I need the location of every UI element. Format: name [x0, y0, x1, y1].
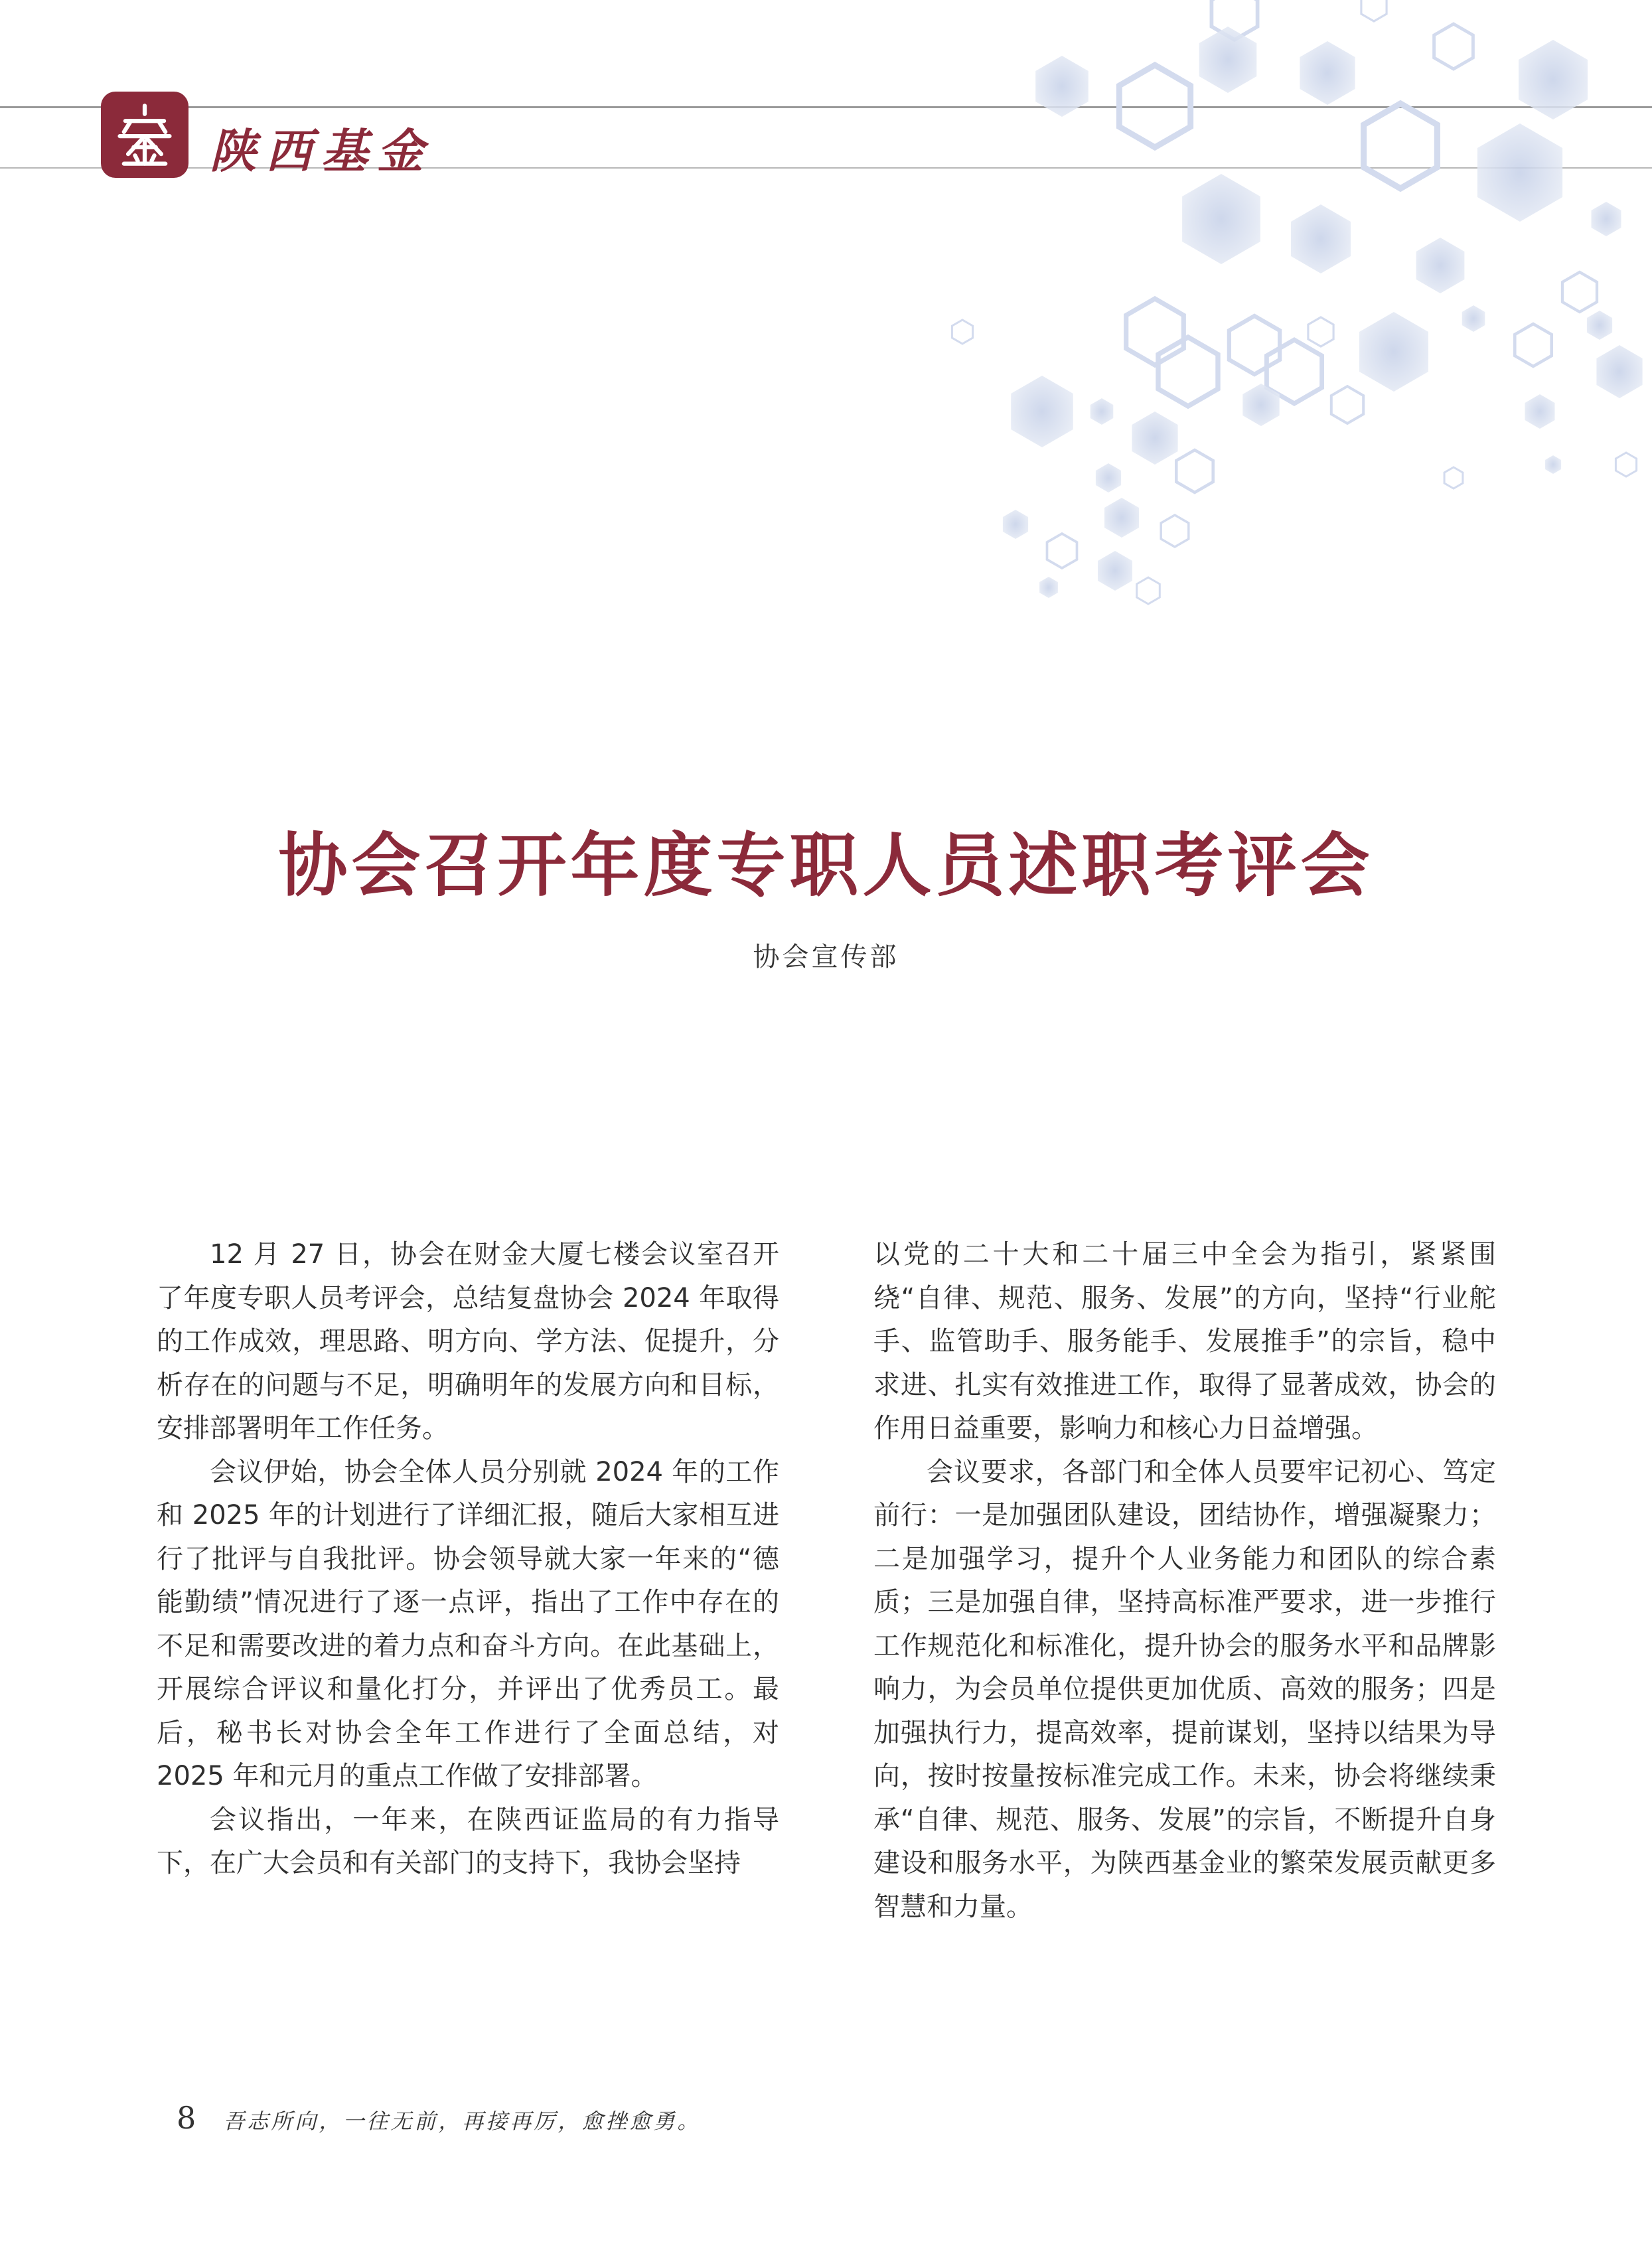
hexagon-shape	[1462, 305, 1485, 332]
hexagon-shape	[1126, 299, 1184, 365]
hexagon-shape	[1132, 411, 1177, 465]
hexagon-shape	[1104, 498, 1139, 538]
article-author: 协会宣传部	[753, 942, 899, 972]
page-number: 8	[177, 2100, 196, 2136]
hexagon-shape	[1176, 450, 1213, 492]
hexagon-shape	[1003, 510, 1028, 539]
hexagon-shape	[1477, 123, 1562, 222]
hexagon-shape	[1158, 337, 1218, 406]
paragraph: 会议要求，各部门和全体人员要牢记初心、笃定前行：一是加强团队建设，团结协作，增强凝聚力；二是加强学习，提升个人业务能力和团队的综合素质；三是加强自律，坚持高标准严要求，进一步推行工作规范化和标准化，提升协会的服务水平和品牌影响力，为会员单位提供更加优质、高效的服务；四是加强执行力，提高效率，提前谋划，坚持以结果为导向，按时按量按标准完成工作。未来，协会将继续秉承“自律、规范、服务、发展”的宗旨，不断提升自身建设和服务水平，为陕西基金业的繁荣发展贡献更多智慧和力量。	[873, 1456, 1496, 1922]
paragraph: 会议指出，一年来，在陕西证监局的有力指导下，在广大会员和有关部门的支持下，我协会坚持	[157, 1804, 779, 1878]
hexagon-shape	[1361, 0, 1387, 21]
hexagon-shape	[1364, 104, 1438, 188]
hexagon-shape	[1416, 238, 1465, 293]
hexagon-shape	[1011, 376, 1073, 447]
hexagon-shape	[1587, 311, 1612, 340]
hexagon-shape	[1300, 41, 1355, 105]
hexagon-shape	[1182, 174, 1260, 264]
hexagon-shape	[1035, 56, 1089, 117]
hexagon-shape	[1047, 534, 1077, 568]
brand-name: 陕西基金	[210, 123, 433, 179]
hexagon-shape	[1039, 577, 1058, 598]
hexagon-shape	[1434, 24, 1473, 69]
body-column-left	[157, 1233, 779, 1886]
hexagon-shape	[1596, 345, 1642, 398]
hexagon-shape	[1444, 467, 1463, 488]
seal-glyph	[110, 100, 179, 169]
hexagon-shape	[1161, 515, 1189, 547]
hexagon-shape	[1615, 453, 1636, 477]
body-column-right	[873, 1233, 1496, 1929]
hexagon-shape	[1098, 551, 1132, 591]
page-footer	[177, 2100, 701, 2136]
hexagon-shape	[1096, 463, 1121, 492]
paragraph: 12 月 27 日，协会在财金大厦七楼会议室召开了年度专职人员考评会，总结复盘协会 2024 年取得的工作成效，理思路、明方向、学方法、促提升，分析存在的问题与不足，明确明年的发展方向和目标，安排部署明年工作任务。	[157, 1239, 779, 1444]
hexagon-shape	[1525, 394, 1555, 429]
paragraph-continuation: 以党的二十大和二十届三中全会为指引，紧紧围绕“自律、规范、服务、发展”的方向，坚持“行业舵手、监管助手、服务能手、发展推手”的宗旨，稳中求进、扎实有效推进工作，取得了显著成效，协会的作用日益重要，影响力和核心力日益增强。	[873, 1239, 1496, 1444]
association-seal-icon	[101, 92, 188, 178]
hexagon-shape	[1229, 316, 1280, 374]
hexagon-shape	[1545, 455, 1561, 474]
hexagon-shape	[1291, 204, 1351, 273]
hexagon-shape	[1519, 40, 1588, 119]
hexagon-shape	[1137, 577, 1160, 604]
hexagon-shape	[1562, 272, 1597, 312]
hexagon-shape	[952, 320, 972, 344]
hexagon-shape	[1359, 312, 1428, 392]
paragraph: 会议伊始，协会全体人员分别就 2024 年的工作和 2025 年的计划进行了详细汇报，随后大家相互进行了批评与自我批评。协会领导就大家一年来的“德能勤绩”情况进行了逐一点评，指出了工作中存在的不足和需要改进的着力点和奋斗方向。在此基础上，开展综合评议和量化打分，并评出了优秀员工。最后，秘书长对协会全年工作进行了全面总结，对 2025 年和元月的重点工作做了安排部署。	[157, 1456, 779, 1791]
hexagon-shape	[1592, 202, 1621, 236]
hexagon-shape	[1119, 65, 1190, 147]
hexagon-shape	[1308, 317, 1333, 346]
hexagon-shape	[1199, 27, 1257, 93]
hexagon-shape	[1331, 386, 1363, 423]
article-title: 协会召开年度专职人员述职考评会	[278, 824, 1374, 906]
hexagon-pattern-decoration	[763, 0, 1652, 637]
footer-motto: 吾志所向，一往无前，再接再厉，愈挫愈勇。	[223, 2109, 702, 2134]
hexagon-shape	[1515, 324, 1551, 366]
hexagon-shape	[1090, 398, 1114, 425]
